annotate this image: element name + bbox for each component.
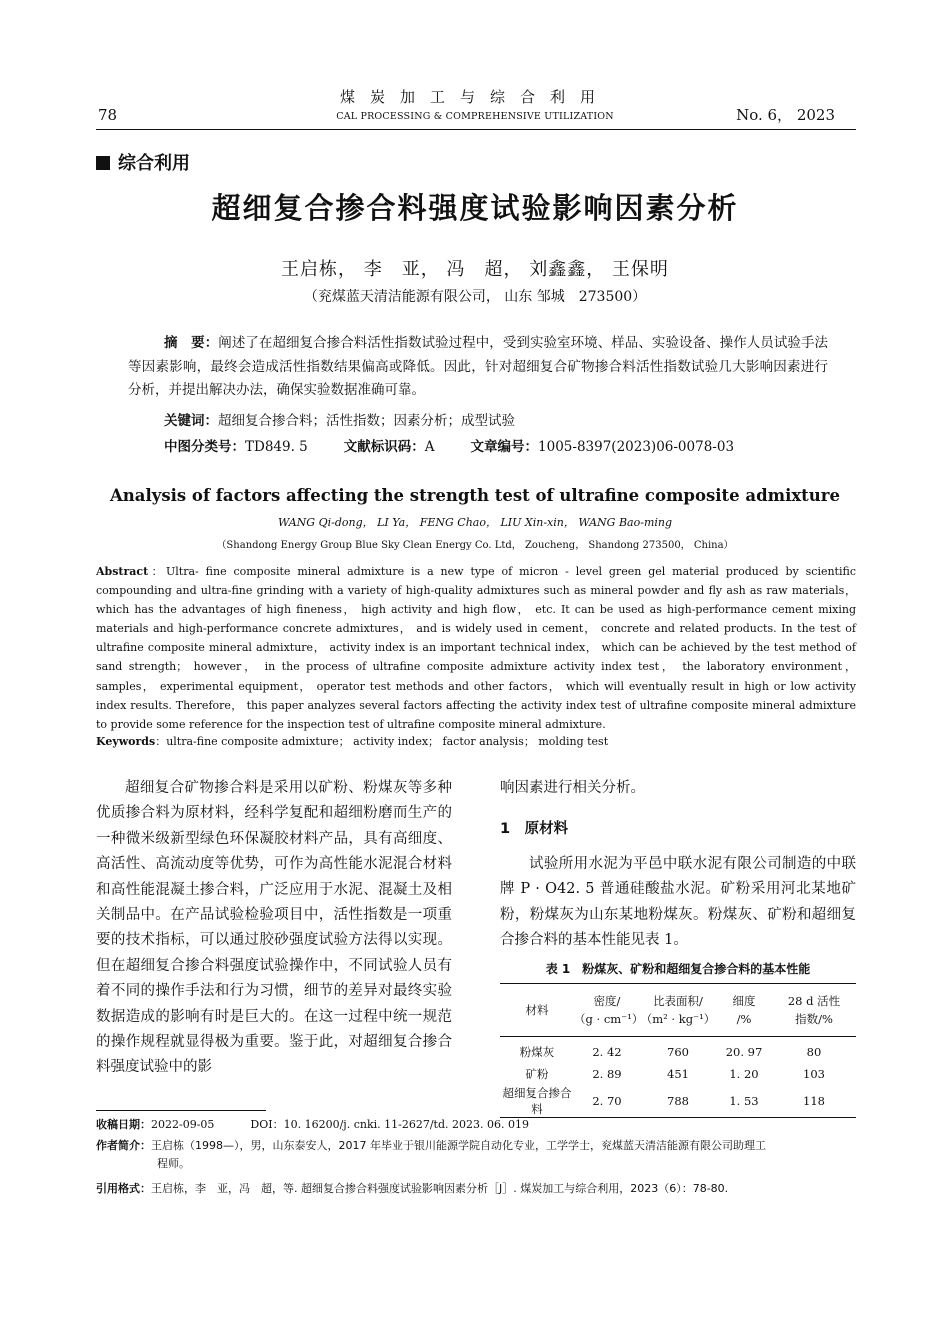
section-1-heading: 1 原材料 xyxy=(500,821,569,837)
section-1-paragraph: 试验所用水泥为平邑中联水泥有限公司制造的中联牌 P · O42. 5 普通硅酸盐水泥。矿粉采用河北某地矿粉，粉煤灰为山东某地粉煤灰。粉煤灰、矿粉和超细复合掺合料的基本性能见表 1。 xyxy=(500,856,856,949)
intro-paragraph: 超细复合矿物掺合料是采用以矿粉、粉煤灰等多种优质掺合料为原材料，经科学复配和超细粉磨而生产的一种微米级新型绿色环保凝胶材料产品，具有高细度、高活性、高流动度等优势，可作为高性能水泥混合材料和高性能混凝土掺合料，广泛应用于水泥、混凝土及相关制品中。在产品试验检验项目中，活性指数是一项重要的技术指标，可以通过胶砂强度试验方法得以实现。但在超细复合掺合料强度试验操作中，不同试验人员有着不同的操作手法和行为习惯，细节的差异对最终实验数据造成的影响有时是巨大的。在这一过程中统一规范的操作规程就显得极为重要。鉴于此，对超细复合掺合料强度试验中的影 xyxy=(96,780,452,1076)
paper-title-en: Analysis of factors affecting the strength test of ultrafine composite admixture xyxy=(110,486,840,505)
footnote-citation xyxy=(96,1180,856,1198)
table-cell: 矿粉 xyxy=(525,1067,549,1081)
clc-label: 中图分类号： xyxy=(164,439,245,455)
th-material: 材料 xyxy=(525,1003,549,1017)
abstract-en xyxy=(96,562,856,734)
doi: DOI：10. 16200/j. cnki. 11-2627/td. 2023. 06. 019 xyxy=(250,1118,529,1131)
th-fineness: 细度 /% xyxy=(732,994,756,1026)
table-cell: 粉煤灰 xyxy=(519,1045,555,1059)
keywords-en-label: Keywords xyxy=(96,735,156,748)
table-cell: 118 xyxy=(803,1094,825,1108)
abstract-cn-label: 摘 要： xyxy=(164,335,219,351)
table-row xyxy=(500,1085,856,1118)
doc-code-value: A xyxy=(424,439,435,455)
authors: 王启栋， 李 亚， 冯 超， 刘鑫鑫， 王保明 xyxy=(281,259,669,280)
intro-paragraph-continued: 响因素进行相关分析。 xyxy=(500,780,645,796)
table-cell: 2. 42 xyxy=(592,1045,622,1059)
table-row xyxy=(500,1063,856,1085)
paper-title: 超细复合掺合料强度试验影响因素分析 xyxy=(211,191,739,225)
table-cell: 超细复合掺合料 xyxy=(502,1086,572,1116)
affiliation: （兖煤蓝天清洁能源有限公司， 山东 邹城 273500） xyxy=(303,289,647,305)
affiliation-en: （Shandong Energy Group Blue Sky Clean Energy Co. Ltd， Zoucheng， Shandong 273500， China） xyxy=(216,540,734,551)
footnote-rule xyxy=(96,1110,266,1111)
abstract-cn xyxy=(128,332,828,403)
table-cell: 760 xyxy=(667,1045,689,1059)
th-activity-index: 28 d 活性 指数/% xyxy=(787,994,841,1026)
table-cell: 20. 97 xyxy=(725,1045,763,1059)
authors-en: WANG Qi-dong， LI Ya， FENG Chao， LIU Xin-xin， WANG Bao-ming xyxy=(277,516,673,529)
clc-value: TD849. 5 xyxy=(245,439,308,455)
table-cell: 1. 53 xyxy=(729,1094,759,1108)
bio-label: 作者简介： xyxy=(96,1139,151,1152)
footnote-author-bio xyxy=(96,1137,856,1173)
journal-name-cn: 煤炭加工与综合利用 xyxy=(339,88,610,106)
table-header-row xyxy=(500,984,856,1037)
received-label: 收稿日期： xyxy=(96,1118,151,1131)
received-date: 2022-09-05 xyxy=(151,1118,215,1131)
table-cell: 788 xyxy=(667,1094,689,1108)
body-left-column xyxy=(96,776,452,1081)
article-number-value: 1005-8397(2023)06-0078-03 xyxy=(538,439,735,455)
footnote-received xyxy=(96,1116,856,1134)
th-density: 密度/ （g · cm⁻¹） xyxy=(574,994,644,1026)
section-tag-label: 综合利用 xyxy=(118,153,190,174)
table-cell: 451 xyxy=(667,1067,689,1081)
keywords-cn xyxy=(164,409,515,429)
table-cell: 1. 20 xyxy=(729,1067,759,1081)
th-specific-surface: 比表面积/ （m² · kg⁻¹） xyxy=(640,994,716,1026)
cite-label: 引用格式： xyxy=(96,1182,151,1195)
page-number: 78 xyxy=(98,106,118,124)
doc-code-label: 文献标识码： xyxy=(343,439,425,455)
issue-number: No. 6， 2023 xyxy=(736,106,835,124)
cite-text: 王启栋，李 亚，冯 超，等. 超细复合掺合料强度试验影响因素分析［J］. 煤炭加工与综合利用，2023（6）：78-80. xyxy=(151,1182,729,1195)
keywords-en-text: ：ultra-fine composite admixture； activity index； factor analysis； molding test xyxy=(155,735,609,748)
keywords-en xyxy=(96,733,608,749)
table-cell: 80 xyxy=(806,1045,822,1059)
table-cell: 2. 89 xyxy=(592,1067,622,1081)
table-1-caption: 表 1 粉煤灰、矿粉和超细复合掺合料的基本性能 xyxy=(545,962,811,976)
square-bullet-icon xyxy=(96,156,110,170)
article-number-label: 文章编号： xyxy=(470,439,539,455)
bio-text: 王启栋（1998—），男，山东泰安人，2017 年毕业于银川能源学院自动化专业，工学学士，兖煤蓝天清洁能源有限公司助理工 xyxy=(151,1139,766,1152)
classification-line xyxy=(164,435,734,455)
keywords-cn-label: 关键词： xyxy=(164,413,218,429)
abstract-en-label: Abstract xyxy=(96,565,149,578)
table-cell: 103 xyxy=(803,1067,825,1081)
table-cell: 2. 70 xyxy=(592,1094,622,1108)
table-row xyxy=(500,1037,856,1064)
journal-name-en: CAL PROCESSING & COMPREHENSIVE UTILIZATION xyxy=(336,111,614,122)
bio-text-continued: 程师。 xyxy=(157,1157,190,1170)
header-rule xyxy=(96,129,856,130)
table-1 xyxy=(500,983,856,1118)
section-tag xyxy=(96,149,190,175)
keywords-cn-text: 超细复合掺合料；活性指数；因素分析；成型试验 xyxy=(218,413,515,429)
abstract-cn-text: 阐述了在超细复合掺合料活性指数试验过程中，受到实验室环境、样品、实验设备、操作人员试验手法等因素影响，最终会造成活性指数结果偏高或降低。因此，针对超细复合矿物掺合料活性指数试验几大影响因素进行分析，并提出解决办法，确保实验数据准确可靠。 xyxy=(128,335,829,398)
abstract-en-text: ：Ultra- fine composite mineral admixture is a new type of micron - level green gel material produced by scientific compounding and ultra-fine grinding with a variety of high-quality admixtures such as mineral powder and fly ash as raw materials， which has the advantages of high fineness， high activity and high flow， etc. It can be used as high-performance cement mixing materials and high-performance concrete admixtures， and is widely used in cement， concrete and related products. In the test of ultrafine composite mineral admixture， activity index is an important technical index， which can be achieved by the test method of sand strength； however， in the process of ultrafine composite admixture activity index test， the laboratory environment， samples， experimental equipment， operator test methods and other factors， which will eventually result in high or low activity index results. Therefore， this paper analyzes several factors affecting the activity index test of ultrafine composite mineral admixture to provide some reference for the inspection test of ultrafine composite mineral admixture. xyxy=(96,565,856,731)
